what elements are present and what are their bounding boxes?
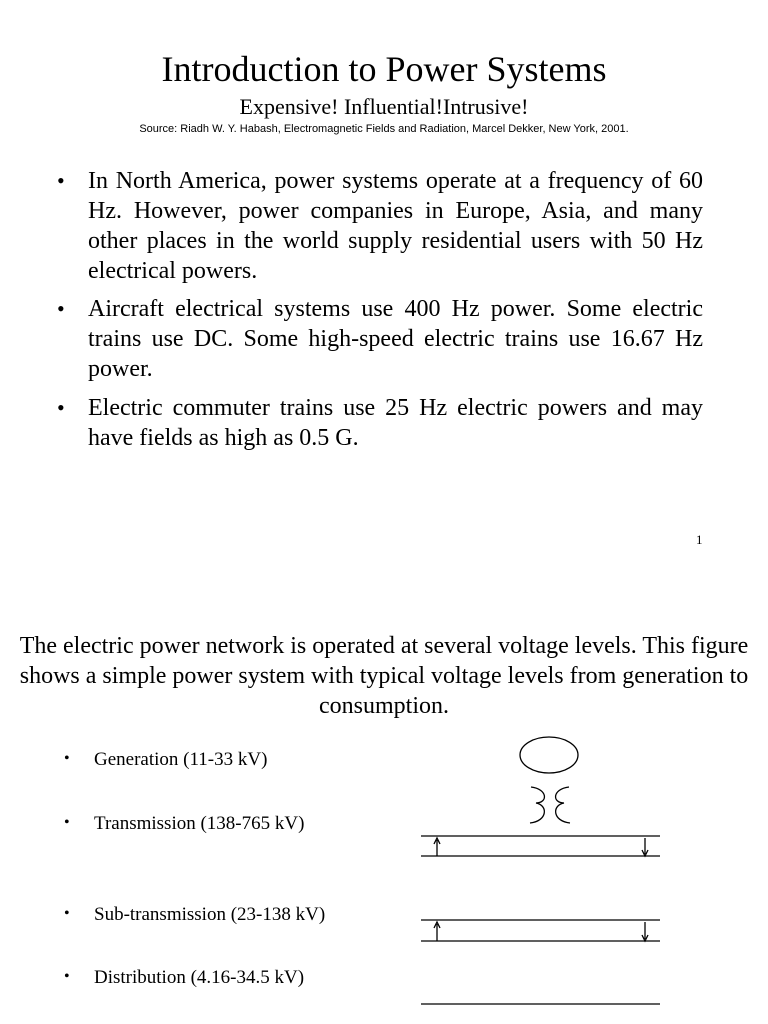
voltage-level-distribution: Distribution (4.16-34.5 kV)	[94, 967, 305, 988]
intro-paragraph: The electric power network is operated at several voltage levels. This figure shows a simple power system with typical voltage levels from generation to consumption.	[19, 633, 749, 719]
transformer-icon	[530, 787, 570, 823]
slide-subtitle: Expensive! Influential!Intrusive!	[239, 94, 529, 119]
bullet-text: Electric commuter trains use 25 Hz electric powers and may have fields as high as 0.5 G.	[88, 395, 703, 451]
voltage-level-transmission: Transmission (138-765 kV)	[94, 813, 305, 834]
voltage-level-generation: Generation (11-33 kV)	[94, 749, 268, 770]
bullet-icon: •	[64, 814, 70, 831]
voltage-level-subtransmission: Sub-transmission (23-138 kV)	[94, 904, 326, 925]
bullet-icon: •	[57, 168, 65, 193]
subtransmission-bus	[421, 920, 660, 941]
bullet-icon: •	[64, 750, 70, 767]
bullet-icon: •	[57, 395, 65, 420]
bullet-icon: •	[64, 968, 70, 985]
transmission-bus	[421, 836, 660, 856]
source-citation: Source: Riadh W. Y. Habash, Electromagnetic Fields and Radiation, Marcel Dekker, New York, 2001.	[139, 123, 629, 135]
slide-title: Introduction to Power Systems	[161, 49, 607, 89]
bullet-icon: •	[57, 296, 65, 321]
generator-icon	[520, 737, 578, 773]
page-number: 1	[696, 532, 703, 547]
bullet-text: In North America, power systems operate at a frequency of 60 Hz. However, power companies in Europe, Asia, and many other places in the world supply residential users with 50 Hz electrical powers.	[88, 168, 703, 284]
bullet-icon: •	[64, 905, 70, 922]
bullet-text: Aircraft electrical systems use 400 Hz power. Some electric trains use DC. Some high-speed electric trains use 16.67 Hz power.	[88, 296, 703, 382]
